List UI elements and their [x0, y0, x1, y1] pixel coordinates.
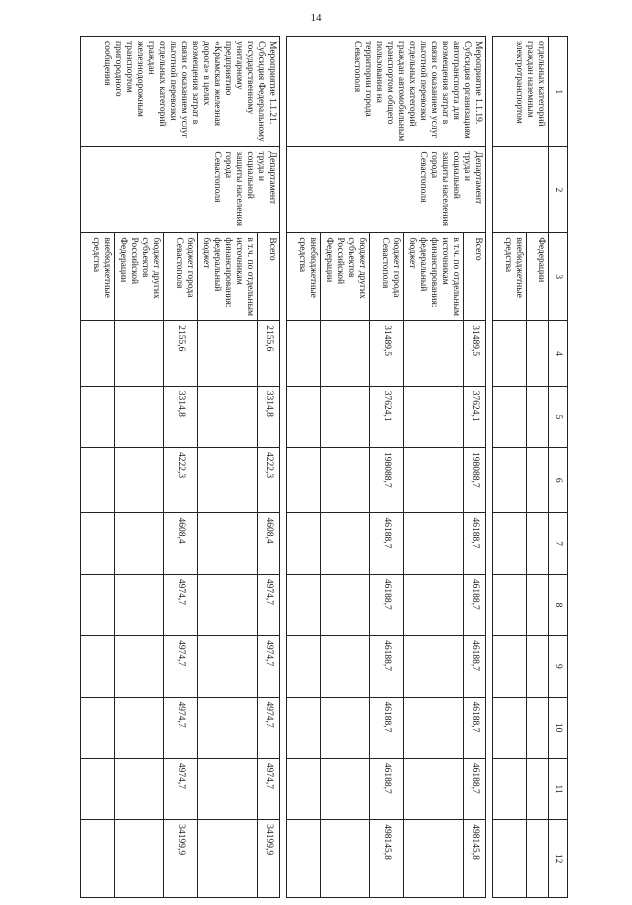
- value-cell: 2155,6: [164, 321, 198, 386]
- column-header: 3: [549, 233, 568, 321]
- column-header: 5: [549, 386, 568, 447]
- table-row: [464, 37, 486, 898]
- funding-source: бюджет города Севастополя: [370, 233, 404, 321]
- funding-source: внебюджетные средства: [287, 233, 321, 321]
- value-cell: 3314,8: [164, 386, 198, 447]
- measure-title: Мероприятие 1.1.21. Субсидия Федеральному государственному унитарному предприятию «Крымская железная дорога» в целях возмещения затрат в связи с оказанием услуг льготной перевозки отдельных категорий граждан железнодорожным транспортом пригородного сообщения: [81, 37, 280, 147]
- value-cell: 4974,7: [258, 574, 280, 635]
- funding-source: внебюджетные средства: [493, 233, 527, 321]
- value-cell: 46188,7: [370, 636, 404, 697]
- value-cell: 46188,7: [464, 636, 486, 697]
- funding-source: Всего: [258, 233, 280, 321]
- funding-source: в т.ч. по отдельным источникам финансирования: федеральный бюджет: [198, 233, 258, 321]
- value-cell: 3314,8: [258, 386, 280, 447]
- value-cell: 4222,3: [164, 448, 198, 513]
- separator-row: [486, 37, 493, 898]
- value-cell: 498145,8: [370, 820, 404, 898]
- value-cell: 4974,7: [164, 636, 198, 697]
- column-header: 4: [549, 321, 568, 386]
- column-header: 6: [549, 448, 568, 513]
- measure-title: Мероприятие 1.1.19. Субсидия организациям автотранспорта для возмещения затрат в связи с оказанием услуг льготной перевозки отдельных категорий граждан автомобильным транспортом общего пользования на территории города Севастополя: [287, 37, 486, 147]
- value-cell: 4974,7: [164, 697, 198, 758]
- funding-source: Всего: [464, 233, 486, 321]
- value-cell: 31489,5: [370, 321, 404, 386]
- financing-table: [80, 36, 568, 898]
- value-cell: 34199,9: [258, 820, 280, 898]
- value-cell: 31489,5: [464, 321, 486, 386]
- value-cell: 46188,7: [464, 758, 486, 819]
- value-cell: 198088,7: [464, 448, 486, 513]
- funding-source: внебюджетные средства: [81, 233, 115, 321]
- column-header: 8: [549, 574, 568, 635]
- column-header: 1: [549, 37, 568, 147]
- executor-cell: [493, 147, 549, 233]
- value-cell: 198088,7: [370, 448, 404, 513]
- value-cell: 46188,7: [464, 574, 486, 635]
- value-cell: 4974,7: [258, 758, 280, 819]
- header-row: [549, 37, 568, 898]
- column-header: 2: [549, 147, 568, 233]
- column-header: 10: [549, 697, 568, 758]
- value-cell: 4974,7: [164, 574, 198, 635]
- value-cell: 4222,3: [258, 448, 280, 513]
- table-row: [527, 37, 549, 898]
- value-cell: 46188,7: [464, 513, 486, 574]
- column-header: 7: [549, 513, 568, 574]
- value-cell: 37624,1: [370, 386, 404, 447]
- value-cell: 46188,7: [464, 697, 486, 758]
- value-cell: 34199,9: [164, 820, 198, 898]
- value-cell: 46188,7: [370, 697, 404, 758]
- column-header: 12: [549, 820, 568, 898]
- executor: Департамент труда и социальной защиты населения города Севастополя: [287, 147, 486, 233]
- separator-row: [280, 37, 287, 898]
- value-cell: 46188,7: [370, 574, 404, 635]
- rotated-table-wrapper: [91, 36, 568, 898]
- value-cell: 4974,7: [164, 758, 198, 819]
- table-row: [258, 37, 280, 898]
- column-header: 11: [549, 758, 568, 819]
- value-cell: 37624,1: [464, 386, 486, 447]
- value-cell: 4608,4: [164, 513, 198, 574]
- funding-source: бюджет других субъектов Российской Федерации: [115, 233, 164, 321]
- value-cell: 46188,7: [370, 758, 404, 819]
- funding-source: бюджет других субъектов Российской Федерации: [321, 233, 370, 321]
- funding-source: Федерации: [527, 233, 549, 321]
- column-header: 9: [549, 636, 568, 697]
- value-cell: 498145,8: [464, 820, 486, 898]
- value-cell: 4608,4: [258, 513, 280, 574]
- funding-source: бюджет города Севастополя: [164, 233, 198, 321]
- funding-source: в т.ч. по отдельным источникам финансирования: федеральный бюджет: [404, 233, 464, 321]
- executor: Департамент труда и социальной защиты населения города Севастополя: [81, 147, 280, 233]
- page-number: 14: [310, 12, 322, 24]
- value-cell: 2155,6: [258, 321, 280, 386]
- value-cell: 4974,7: [258, 636, 280, 697]
- value-cell: 46188,7: [370, 513, 404, 574]
- value-cell: 4974,7: [258, 697, 280, 758]
- measure-title: отдельных категорий граждан наземным электротранспортом: [493, 37, 549, 147]
